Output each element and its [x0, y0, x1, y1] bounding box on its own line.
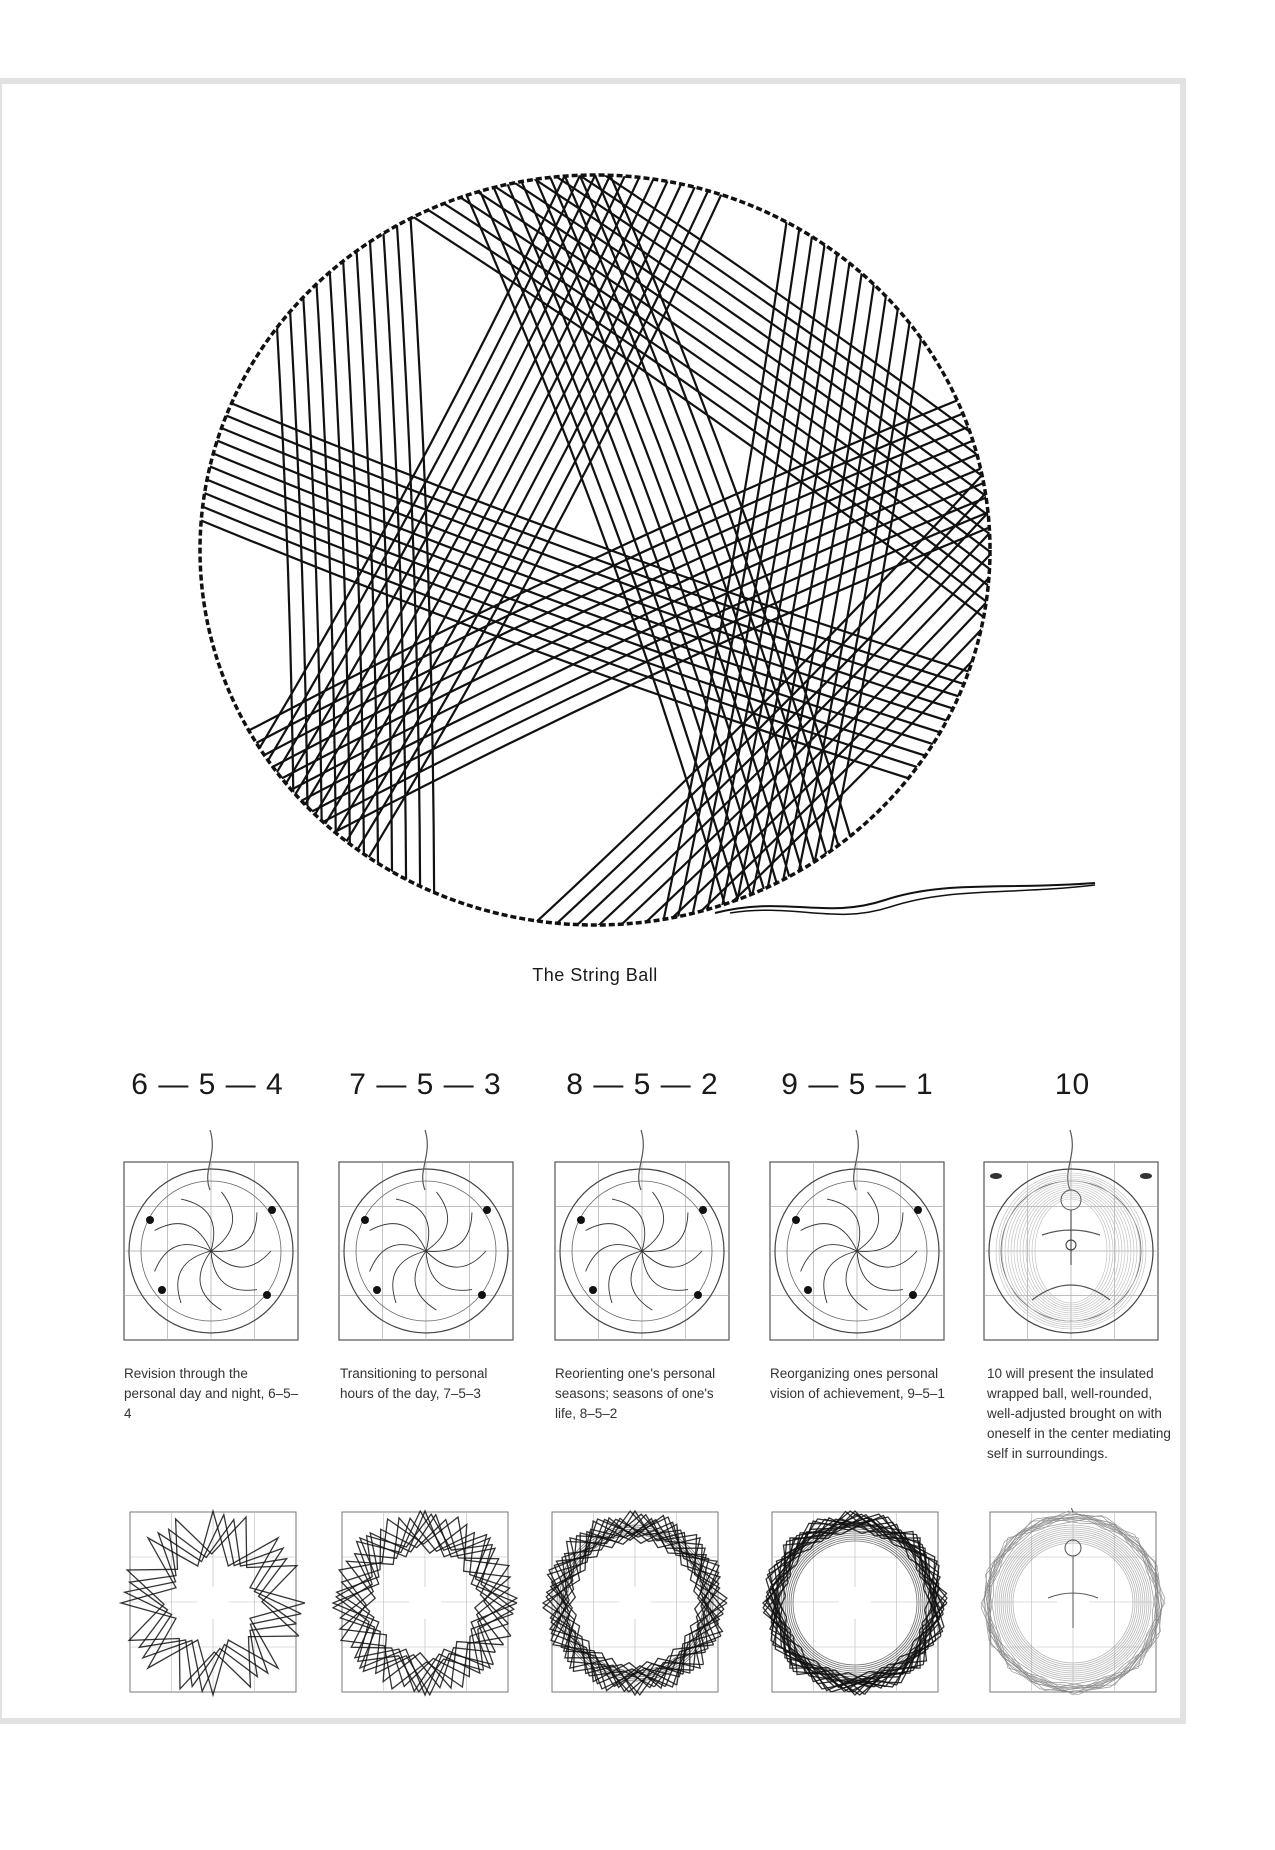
circle-diagram — [122, 1130, 302, 1345]
circle-diagram — [337, 1130, 517, 1345]
eight-point-star-diagram — [760, 1508, 950, 1698]
eight-point-star-diagram — [540, 1508, 730, 1698]
stage-description: Reorganizing ones personal vision of achievement, 9–5–1 — [770, 1366, 945, 1401]
circle-diagram — [768, 1130, 948, 1345]
eight-point-star-diagram — [118, 1508, 308, 1698]
circle-diagram — [553, 1130, 733, 1345]
stage-number: 7 — 5 — 3 — [349, 1068, 502, 1101]
wrapped-ball-figure-diagram — [978, 1508, 1168, 1698]
stage-number: 6 — 5 — 4 — [131, 1068, 284, 1101]
string-ball-illustration — [185, 165, 1115, 935]
loose-string-end — [715, 883, 1095, 913]
stage-description: Transitioning to personal hours of the day, 7–5–3 — [340, 1366, 488, 1401]
stage-number: 8 — 5 — 2 — [566, 1068, 719, 1101]
stage-description: Revision through the personal day and night, 6–5–4 — [124, 1366, 299, 1421]
stage-number: 10 — [1054, 1068, 1091, 1101]
stage-number: 9 — 5 — 1 — [781, 1068, 934, 1101]
eight-point-star-diagram — [330, 1508, 520, 1698]
seated-figure-diagram — [982, 1130, 1162, 1345]
stage-description: 10 will present the insulated wrapped ball, well-rounded, well-adjusted brought on with oneself in the center mediating self in surroundings. — [987, 1366, 1171, 1461]
figure-caption: The String Ball — [532, 965, 658, 985]
stage-description: Reorienting one's personal seasons; seasons of one's life, 8–5–2 — [555, 1366, 716, 1421]
